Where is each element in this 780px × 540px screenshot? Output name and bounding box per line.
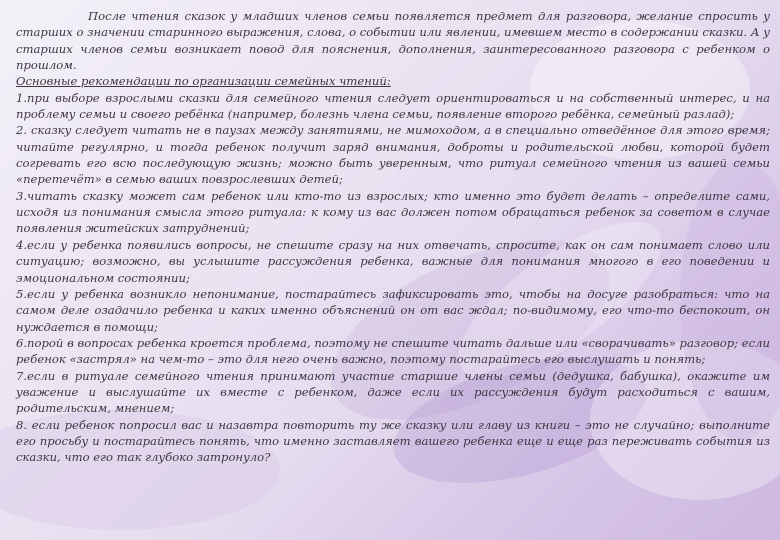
list-item: 8. если ребенок попросил вас и назавтра повторить ту же сказку или главу из книги – это не случайно; выполните его просьбу и постарайтесь понять, что именно заставляет вашего ребенка еще и еще раз переживать события из сказки, что его так глубоко затронуло? (16, 417, 770, 465)
list-item: 5.если у ребенка возникло непонимание, постарайтесь зафиксировать это, чтобы на досуге разобраться: что на самом деле озадачило ребенка и каких именно объяснений он от вас ждал; по-видимому, его что-то беспокоит, он нуждается в помощи; (16, 286, 770, 334)
list-item: 4.если у ребенка появились вопросы, не спешите сразу на них отвечать, спросите, как он сам понимает слово или ситуацию; возможно, вы услышите рассуждения ребенка, важные для понимания многого в его поведении и эмоциональном состоянии; (16, 237, 770, 285)
recommendations-heading: Основные рекомендации по организации семейных чтений: (16, 74, 391, 89)
list-item: 7.если в ритуале семейного чтения принимают участие старшие члены семьи (дедушка, бабушка), окажите им уважение и выслушайте их вместе с ребенком, даже если их рассуждения будут расходиться с вашим, родительским, мнением; (16, 368, 770, 416)
list-item: 1.при выборе взрослыми сказки для семейного чтения следует ориентироваться и на собственный интерес, и на проблему семьи и своего ребёнка (например, болезнь члена семьи, появление второго ребёнка, семейный разлад); (16, 90, 770, 122)
list-item: 3.читать сказку может сам ребенок или кто-то из взрослых; кто именно это будет делать – определите сами, исходя из понимания смысла этого ритуала: к кому из вас должен потом обращаться ребенок за советом в случае появления житейских затруднений; (16, 188, 770, 236)
list-item: 2. сказку следует читать не в паузах между занятиями, не мимоходом, а в специально отведённое для этого время; читайте регулярно, и тогда ребенок получит заряд внимания, доброты и родительской любви, которой будет согревать его всю последующую жизнь; можно быть уверенным, что ритуал семейного чтения из вашей семьи «перетечёт» в семью ваших повзрослевших детей; (16, 123, 770, 187)
list-item: 6.порой в вопросах ребенка кроется проблема, поэтому не спешите читать дальше или «сворачивать» разговор; если ребенок «застрял» на чем-то – это для него очень важно, поэтому постарайтесь его выслушать и понять; (16, 335, 770, 367)
intro-paragraph: После чтения сказок у младших членов семьи появляется предмет для разговора, желание спросить у старших о значении старинного выражения, слова, о событии или явлении, имевшем место в содержании сказки. А у старших членов семьи возникает повод для пояснения, дополнения, заинтересованного разговора с ребенком о прошлом. (16, 9, 770, 73)
document-body (16, 8, 770, 536)
